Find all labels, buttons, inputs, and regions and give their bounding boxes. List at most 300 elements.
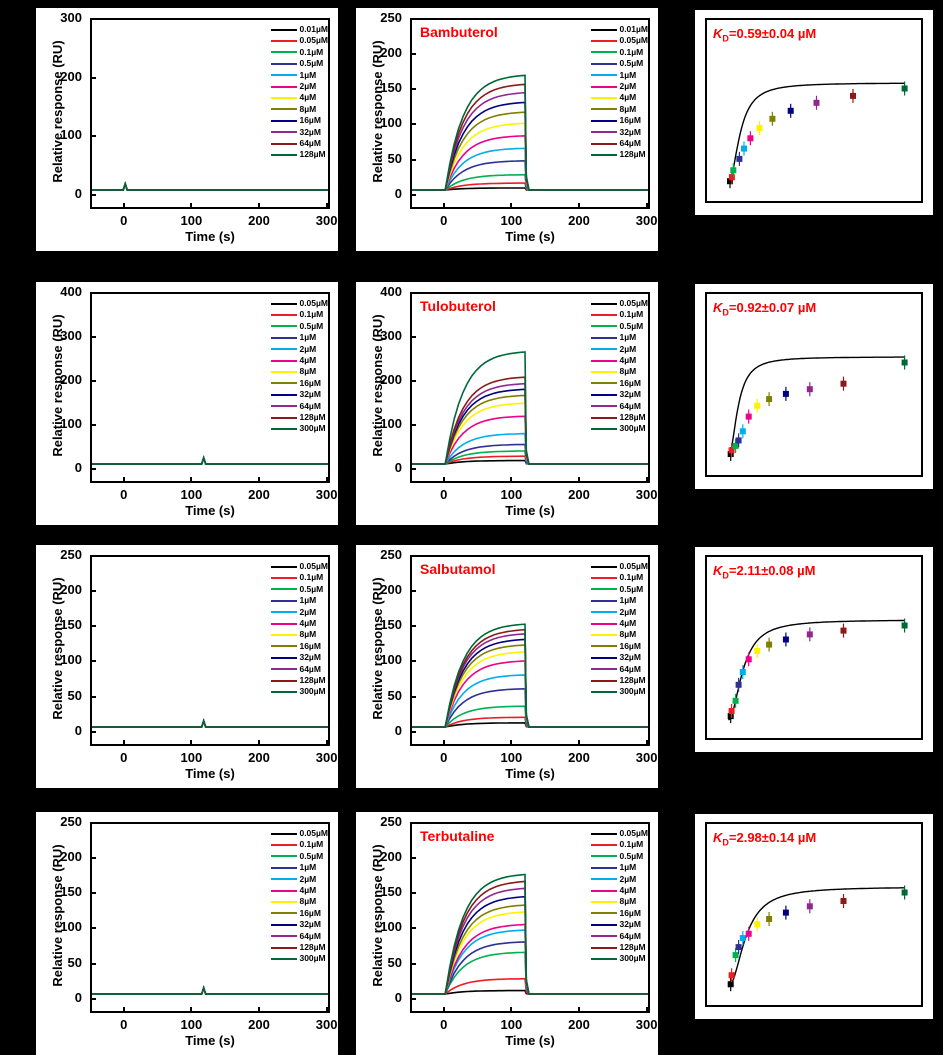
legend-label: 8µM <box>299 366 317 377</box>
terbutaline-blank-xtick-2: 200 <box>248 1017 270 1032</box>
terbutaline-blank-panel <box>36 812 338 1055</box>
legend-swatch <box>591 611 617 613</box>
tulobuterol-analyte-xlabel: Time (s) <box>505 503 555 518</box>
legend-item <box>591 561 648 572</box>
legend-label: 0.05µM <box>619 561 648 571</box>
legend-swatch <box>271 86 297 88</box>
curve-0.1µM <box>92 721 328 727</box>
legend-item <box>591 344 648 355</box>
legend-item <box>271 115 328 126</box>
data-point <box>754 399 760 413</box>
data-point <box>783 633 789 647</box>
legend-label: 0.01µM <box>619 24 648 34</box>
tulobuterol-analyte-legend <box>591 298 648 435</box>
tulobuterol-blank-xtick-0: 0 <box>120 487 128 502</box>
legend-label: 1µM <box>619 862 637 873</box>
terbutaline-blank-ytick-0: 0 <box>74 989 82 1005</box>
legend-item <box>591 149 648 160</box>
legend-item <box>271 885 328 896</box>
legend-swatch <box>271 890 297 892</box>
legend-label: 128µM <box>619 149 646 160</box>
data-point <box>766 912 772 926</box>
legend-swatch <box>271 566 297 568</box>
terbutaline-kd-label: $K_D=2.98\pm 0.14$ µM <box>713 830 817 848</box>
legend-swatch <box>591 428 617 430</box>
legend-label: 16µM <box>619 115 641 126</box>
legend-item <box>271 629 328 640</box>
legend-item <box>591 321 648 332</box>
legend-item <box>591 896 648 907</box>
terbutaline-analyte-xtick-0: 0 <box>440 1017 448 1032</box>
legend-swatch <box>271 855 297 857</box>
terbutaline-analyte-ylabel: Relative response (RU) <box>370 844 385 987</box>
legend-label: 1µM <box>299 595 317 606</box>
legend-label: 32µM <box>299 652 321 663</box>
legend-item <box>271 309 328 320</box>
legend-label: 0.5µM <box>299 320 324 331</box>
legend-item <box>271 412 328 423</box>
legend-swatch <box>271 611 297 613</box>
legend-label: 300µM <box>299 953 326 964</box>
salbutamol-kd-panel <box>695 547 933 752</box>
salbutamol-analyte-ytick-2: 100 <box>380 652 402 668</box>
curve-300µM <box>92 988 328 994</box>
data-point <box>733 694 739 708</box>
legend-label: 2µM <box>619 606 637 617</box>
legend-swatch <box>591 600 617 602</box>
curve-0.5µM <box>92 458 328 464</box>
legend-swatch <box>271 325 297 327</box>
terbutaline-analyte-ytick-0: 0 <box>394 989 402 1005</box>
legend-swatch <box>591 371 617 373</box>
legend-swatch <box>591 844 617 846</box>
legend-swatch <box>591 668 617 670</box>
curve-0.05µM <box>92 988 328 994</box>
curve-1µM <box>92 988 328 994</box>
legend-swatch <box>271 394 297 396</box>
curve-0.5µM <box>92 721 328 727</box>
legend-swatch <box>271 360 297 362</box>
fit-line <box>728 621 904 720</box>
data-point <box>754 644 760 658</box>
curve-8µM <box>92 721 328 727</box>
legend-item <box>591 828 648 839</box>
legend-item <box>591 298 648 309</box>
bambuterol-blank-xtick-1: 100 <box>180 213 203 228</box>
legend-item <box>591 423 648 434</box>
legend-item <box>271 149 328 160</box>
salbutamol-blank-ytick-3: 150 <box>60 617 82 633</box>
legend-item <box>271 839 328 850</box>
legend-label: 1µM <box>299 69 317 80</box>
legend-swatch <box>271 371 297 373</box>
legend-label: 8µM <box>299 629 317 640</box>
bambuterol-blank-ytick-2: 200 <box>60 68 82 84</box>
legend-swatch <box>271 417 297 419</box>
bambuterol-analyte-ytick-3: 150 <box>380 80 402 96</box>
terbutaline-kd-panel <box>695 814 933 1019</box>
legend-item <box>591 332 648 343</box>
legend-item <box>591 24 648 35</box>
legend-item <box>271 686 328 697</box>
legend-swatch <box>591 405 617 407</box>
salbutamol-analyte-ytick-1: 50 <box>387 687 402 703</box>
legend-item <box>591 675 648 686</box>
tulobuterol-blank-ytick-4: 400 <box>60 284 82 299</box>
legend-label: 128µM <box>619 941 646 952</box>
terbutaline-analyte-ytick-3: 150 <box>380 884 402 900</box>
legend-label: 8µM <box>619 896 637 907</box>
data-point <box>733 948 739 962</box>
legend-label: 0.5µM <box>299 58 324 69</box>
legend-label: 300µM <box>299 423 326 434</box>
legend-swatch <box>271 588 297 590</box>
legend-label: 0.05µM <box>299 828 328 838</box>
legend-swatch <box>271 97 297 99</box>
legend-item <box>271 561 328 572</box>
legend-swatch <box>271 668 297 670</box>
legend-swatch <box>591 878 617 880</box>
legend-swatch <box>271 935 297 937</box>
salbutamol-analyte-xtick-3: 300 <box>635 750 658 765</box>
legend-swatch <box>271 29 297 31</box>
legend-swatch <box>271 867 297 869</box>
legend-label: 1µM <box>619 69 637 80</box>
salbutamol-analyte-xlabel: Time (s) <box>505 766 555 781</box>
data-point <box>807 382 813 396</box>
salbutamol-blank-ytick-5: 250 <box>60 547 82 562</box>
legend-item <box>591 58 648 69</box>
legend-swatch <box>591 577 617 579</box>
legend-label: 2µM <box>299 80 317 91</box>
terbutaline-analyte-ytick-2: 100 <box>380 919 402 935</box>
legend-item <box>271 321 328 332</box>
tulobuterol-analyte-ytick-2: 200 <box>380 371 402 387</box>
tulobuterol-blank-xtick-2: 200 <box>248 487 270 502</box>
legend-label: 128µM <box>619 674 646 685</box>
terbutaline-analyte-panel <box>356 812 658 1055</box>
legend-label: 8µM <box>299 896 317 907</box>
legend-swatch <box>271 844 297 846</box>
salbutamol-analyte-panel <box>356 545 658 788</box>
tulobuterol-kd-label: $K_D=0.92\pm 0.07$ µM <box>713 300 817 318</box>
terbutaline-blank-ytick-3: 150 <box>60 884 82 900</box>
salbutamol-blank-ylabel: Relative response (RU) <box>50 577 65 720</box>
salbutamol-blank-xlabel: Time (s) <box>185 766 235 781</box>
data-point <box>807 899 813 913</box>
legend-label: 2µM <box>619 80 637 91</box>
legend-item <box>271 332 328 343</box>
legend-item <box>271 828 328 839</box>
legend-label: 16µM <box>619 907 641 918</box>
data-point <box>746 410 752 424</box>
legend-swatch <box>271 901 297 903</box>
legend-label: 16µM <box>299 907 321 918</box>
legend-swatch <box>271 51 297 53</box>
legend-item <box>591 595 648 606</box>
data-point <box>740 424 746 438</box>
terbutaline-analyte-ytick-4: 200 <box>380 849 402 865</box>
legend-label: 32µM <box>299 126 321 137</box>
legend-item <box>591 908 648 919</box>
legend-label: 32µM <box>619 919 641 930</box>
legend-label: 0.05µM <box>619 828 648 838</box>
tulobuterol-title: Tulobuterol <box>420 298 496 314</box>
legend-label: 0.1µM <box>299 309 324 320</box>
curve-128µM <box>92 184 328 190</box>
terbutaline-analyte-ytick-1: 50 <box>387 954 402 970</box>
tulobuterol-analyte-xtick-3: 300 <box>635 487 658 502</box>
legend-item <box>591 309 648 320</box>
legend-label: 16µM <box>299 377 321 388</box>
tulobuterol-analyte-ytick-3: 300 <box>380 327 402 343</box>
salbutamol-analyte-xtick-0: 0 <box>440 750 448 765</box>
legend-label: 8µM <box>619 629 637 640</box>
legend-item <box>591 127 648 138</box>
legend-item <box>591 862 648 873</box>
legend-item <box>271 58 328 69</box>
curve-4µM <box>92 988 328 994</box>
legend-item <box>591 401 648 412</box>
legend-label: 0.01µM <box>299 24 328 34</box>
legend-label: 128µM <box>299 149 326 160</box>
legend-swatch <box>271 600 297 602</box>
legend-swatch <box>591 74 617 76</box>
legend-label: 4µM <box>619 617 637 628</box>
legend-label: 0.1µM <box>619 839 644 850</box>
legend-swatch <box>591 645 617 647</box>
salbutamol-blank-xtick-1: 100 <box>180 750 203 765</box>
legend-item <box>271 401 328 412</box>
data-point <box>783 387 789 401</box>
legend-swatch <box>591 691 617 693</box>
legend-swatch <box>271 657 297 659</box>
legend-swatch <box>591 417 617 419</box>
legend-label: 128µM <box>619 411 646 422</box>
curve-64µM <box>92 458 328 464</box>
legend-swatch <box>271 40 297 42</box>
data-point <box>766 392 772 406</box>
legend-item <box>591 355 648 366</box>
curve-128µM <box>92 458 328 464</box>
legend-label: 4µM <box>619 92 637 103</box>
legend-swatch <box>591 901 617 903</box>
legend-swatch <box>591 382 617 384</box>
legend-item <box>271 344 328 355</box>
legend-label: 32µM <box>619 652 641 663</box>
bambuterol-analyte-xtick-2: 200 <box>568 213 590 228</box>
legend-label: 16µM <box>619 640 641 651</box>
legend-swatch <box>271 958 297 960</box>
salbutamol-analyte-ytick-5: 250 <box>380 547 402 562</box>
legend-swatch <box>271 154 297 156</box>
bambuterol-analyte-xtick-3: 300 <box>635 213 658 228</box>
bambuterol-kd-label: $K_D=0.59\pm 0.04$ µM <box>713 26 817 44</box>
legend-item <box>271 92 328 103</box>
bambuterol-analyte-ytick-4: 200 <box>380 45 402 61</box>
salbutamol-kd-curve <box>707 557 921 738</box>
curve-64µM <box>92 721 328 727</box>
legend-label: 0.05µM <box>619 298 648 308</box>
legend-label: 32µM <box>299 389 321 400</box>
legend-swatch <box>591 867 617 869</box>
legend-label: 4µM <box>299 354 317 365</box>
legend-label: 64µM <box>619 663 641 674</box>
salbutamol-blank-ytick-2: 100 <box>60 652 82 668</box>
legend-item <box>271 896 328 907</box>
bambuterol-blank-ytick-3: 300 <box>60 10 82 25</box>
legend-swatch <box>271 947 297 949</box>
legend-item <box>591 378 648 389</box>
legend-item <box>271 24 328 35</box>
bambuterol-analyte-ytick-2: 100 <box>380 115 402 131</box>
legend-swatch <box>591 325 617 327</box>
legend-swatch <box>591 634 617 636</box>
legend-swatch <box>591 86 617 88</box>
terbutaline-analyte-xtick-2: 200 <box>568 1017 590 1032</box>
data-point <box>741 142 747 156</box>
data-point <box>850 89 856 103</box>
tulobuterol-analyte-ytick-0: 0 <box>394 459 402 475</box>
salbutamol-kd-label: $K_D=2.11\pm 0.08$ µM <box>713 563 816 581</box>
legend-label: 2µM <box>619 343 637 354</box>
curve-0.1µM <box>92 988 328 994</box>
legend-label: 16µM <box>619 377 641 388</box>
legend-label: 32µM <box>619 389 641 400</box>
legend-item <box>591 885 648 896</box>
legend-item <box>271 919 328 930</box>
legend-item <box>271 298 328 309</box>
terbutaline-blank-ylabel: Relative response (RU) <box>50 844 65 987</box>
terbutaline-blank-ytick-1: 50 <box>67 954 82 970</box>
legend-item <box>271 584 328 595</box>
legend-label: 0.1µM <box>299 46 324 57</box>
curve-1µM <box>92 721 328 727</box>
legend-label: 0.5µM <box>619 850 644 861</box>
bambuterol-analyte-xlabel: Time (s) <box>505 229 555 244</box>
legend-item <box>271 953 328 964</box>
bambuterol-kd-panel <box>695 10 933 215</box>
tulobuterol-analyte-xtick-2: 200 <box>568 487 590 502</box>
data-point <box>754 917 760 931</box>
curve-8µM <box>92 458 328 464</box>
data-point <box>783 906 789 920</box>
legend-item <box>591 839 648 850</box>
legend-item <box>591 92 648 103</box>
legend-item <box>271 355 328 366</box>
terbutaline-analyte-ytick-5: 250 <box>380 814 402 829</box>
legend-label: 0.1µM <box>299 572 324 583</box>
legend-label: 0.1µM <box>299 839 324 850</box>
legend-swatch <box>591 40 617 42</box>
legend-item <box>591 931 648 942</box>
bambuterol-blank-xlabel: Time (s) <box>185 229 235 244</box>
legend-item <box>271 423 328 434</box>
legend-swatch <box>591 360 617 362</box>
tulobuterol-blank-ylabel: Relative response (RU) <box>50 314 65 457</box>
legend-item <box>591 942 648 953</box>
legend-swatch <box>591 29 617 31</box>
legend-swatch <box>271 577 297 579</box>
legend-label: 1µM <box>619 332 637 343</box>
salbutamol-blank-xtick-3: 300 <box>315 750 338 765</box>
legend-label: 1µM <box>619 595 637 606</box>
legend-swatch <box>591 924 617 926</box>
tulobuterol-blank-ytick-2: 200 <box>60 371 82 387</box>
legend-item <box>591 412 648 423</box>
legend-item <box>591 652 648 663</box>
legend-label: 0.05µM <box>619 35 648 46</box>
curve-32µM <box>92 988 328 994</box>
curve-0.5µM <box>92 988 328 994</box>
legend-label: 4µM <box>299 92 317 103</box>
bambuterol-analyte-xtick-0: 0 <box>440 213 448 228</box>
terbutaline-blank-xlabel: Time (s) <box>185 1033 235 1048</box>
legend-swatch <box>271 691 297 693</box>
legend-item <box>591 47 648 58</box>
legend-swatch <box>591 394 617 396</box>
legend-swatch <box>591 588 617 590</box>
legend-item <box>271 664 328 675</box>
curve-2µM <box>92 988 328 994</box>
legend-swatch <box>271 108 297 110</box>
data-point <box>740 931 746 945</box>
legend-item <box>591 389 648 400</box>
salbutamol-analyte-ytick-4: 200 <box>380 582 402 598</box>
curve-8µM <box>92 988 328 994</box>
legend-swatch <box>591 912 617 914</box>
legend-label: 0.5µM <box>299 850 324 861</box>
legend-item <box>271 70 328 81</box>
legend-swatch <box>591 303 617 305</box>
salbutamol-blank-ytick-0: 0 <box>74 722 82 738</box>
data-point <box>841 894 847 908</box>
tulobuterol-analyte-xtick-1: 100 <box>500 487 523 502</box>
terbutaline-analyte-xlabel: Time (s) <box>505 1033 555 1048</box>
legend-swatch <box>591 131 617 133</box>
legend-item <box>591 874 648 885</box>
legend-swatch <box>271 120 297 122</box>
legend-swatch <box>271 348 297 350</box>
legend-label: 300µM <box>619 686 646 697</box>
legend-item <box>591 81 648 92</box>
legend-item <box>591 919 648 930</box>
legend-item <box>591 584 648 595</box>
legend-label: 1µM <box>299 332 317 343</box>
bambuterol-analyte-panel <box>356 8 658 251</box>
legend-swatch <box>271 143 297 145</box>
legend-label: 0.1µM <box>619 572 644 583</box>
legend-item <box>271 851 328 862</box>
legend-label: 64µM <box>619 930 641 941</box>
legend-item <box>271 81 328 92</box>
salbutamol-analyte-ytick-0: 0 <box>394 722 402 738</box>
legend-swatch <box>271 131 297 133</box>
salbutamol-analyte-ytick-3: 150 <box>380 617 402 633</box>
legend-swatch <box>271 623 297 625</box>
legend-label: 16µM <box>299 640 321 651</box>
legend-swatch <box>591 348 617 350</box>
salbutamol-analyte-xtick-1: 100 <box>500 750 523 765</box>
legend-item <box>591 607 648 618</box>
legend-label: 128µM <box>299 411 326 422</box>
legend-item <box>271 47 328 58</box>
legend-item <box>271 908 328 919</box>
salbutamol-analyte-xtick-2: 200 <box>568 750 590 765</box>
legend-item <box>271 931 328 942</box>
data-point <box>746 927 752 941</box>
tulobuterol-blank-ytick-3: 300 <box>60 327 82 343</box>
